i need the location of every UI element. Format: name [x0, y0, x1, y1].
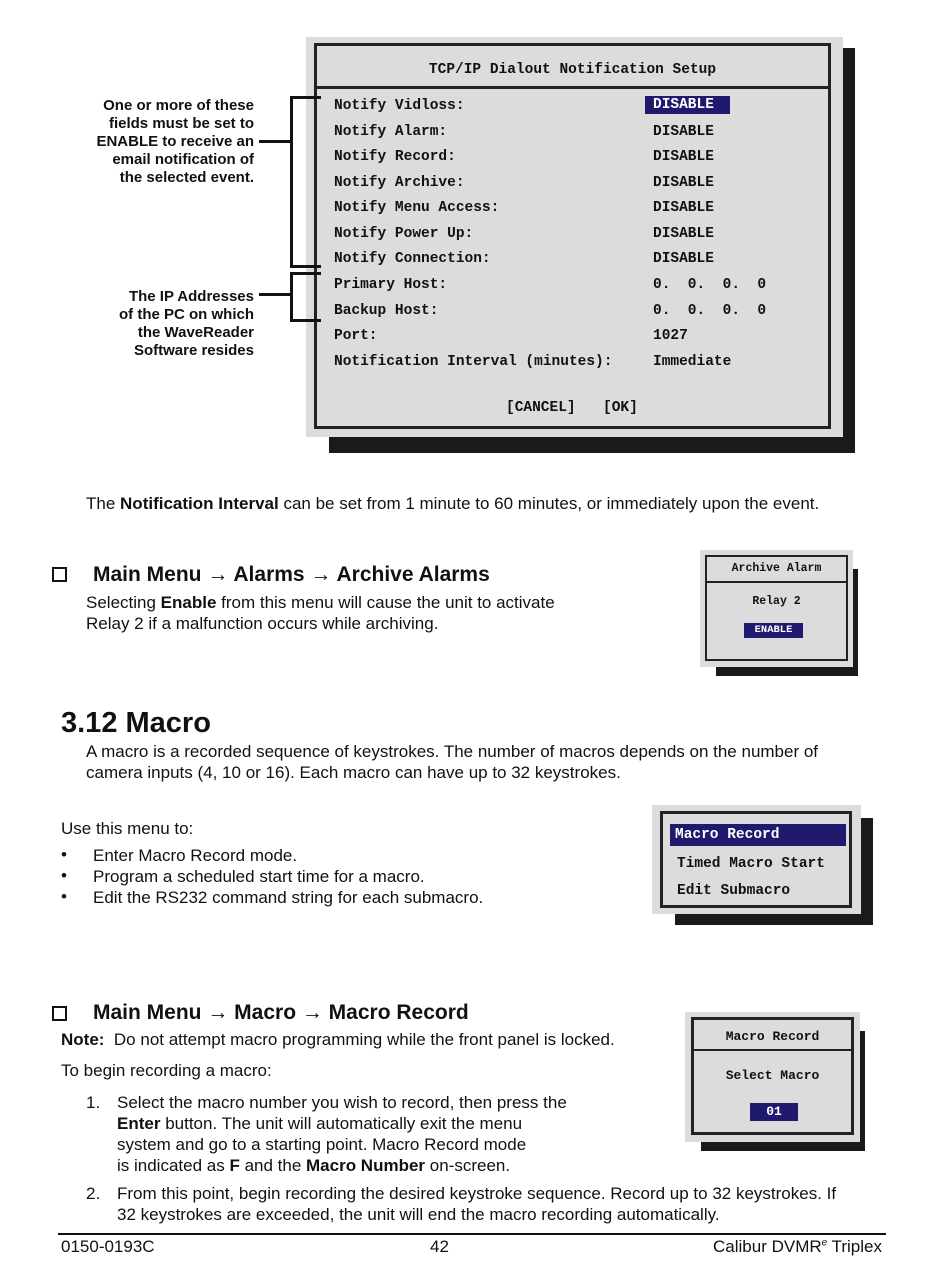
record-menu-title: Macro Record	[725, 1029, 820, 1044]
bullet-icon: •	[61, 866, 67, 885]
bold-text: Enable	[160, 593, 217, 612]
annotation-line: fields must be set to	[108, 115, 254, 132]
text: Calibur DVMR	[713, 1237, 822, 1256]
step-number: 1.	[86, 1093, 101, 1112]
tcp-menu	[306, 37, 843, 437]
macro-menu	[652, 805, 861, 914]
primary-host-label: Primary Host:	[334, 277, 448, 293]
notify-bracket	[290, 96, 321, 268]
relay-label: Relay 2	[752, 595, 801, 608]
divider	[707, 581, 846, 583]
backup-host-label: Backup Host:	[334, 303, 439, 319]
text: can be set from 1 minute to 60 minutes, or immediately upon the event.	[278, 494, 820, 513]
text: and the	[239, 1156, 307, 1175]
checkbox-icon	[52, 567, 67, 582]
notify-power-up-label: Notify Power Up:	[334, 226, 474, 242]
annotation-connector	[259, 293, 292, 296]
text: system and go to a starting point. Macro Record mode	[117, 1135, 527, 1154]
bold-text: Notification Interval	[120, 494, 279, 513]
notify-alarm-value[interactable]: DISABLE	[653, 124, 714, 140]
annotation-connector	[259, 140, 292, 143]
step-1-text	[117, 1092, 567, 1176]
step-number: 2.	[86, 1184, 101, 1203]
step-2-text	[117, 1183, 836, 1225]
checkbox-icon	[52, 1006, 67, 1021]
tcp-menu-inner	[314, 43, 831, 429]
text: from this menu will cause the unit to activate	[216, 593, 555, 612]
text: A macro is a recorded sequence of keystrokes. The number of macros depends on the number of	[86, 742, 819, 761]
text: Relay 2 if a malfunction occurs while archiving.	[86, 614, 439, 633]
macro-number-value[interactable]: 01	[750, 1103, 798, 1121]
notify-menu-access-value[interactable]: DISABLE	[653, 200, 714, 216]
text: is indicated as	[117, 1156, 230, 1175]
text: camera inputs (4, 10 or 16). Each macro can have up to 32 keystrokes.	[86, 763, 621, 782]
text: Select the macro number you wish to record, then press the	[117, 1093, 567, 1112]
notify-archive-value[interactable]: DISABLE	[653, 175, 714, 191]
ok-button[interactable]: [OK]	[603, 400, 638, 416]
bold-text: Enter	[117, 1114, 161, 1133]
annotation-line: ENABLE to receive an	[96, 133, 254, 150]
primary-host-value[interactable]: 0. 0. 0. 0	[653, 277, 767, 293]
footer-divider	[58, 1233, 886, 1235]
notify-vidloss-label: Notify Vidloss:	[334, 98, 465, 114]
annotation-line: of the PC on which	[119, 306, 254, 323]
archive-alarms-heading: Main Menu → Alarms → Archive Alarms	[93, 563, 490, 586]
bullet-item: Enter Macro Record mode.	[93, 846, 298, 865]
text: Selecting	[86, 593, 161, 612]
notification-interval-value[interactable]: Immediate	[653, 354, 732, 370]
macro-record-heading: Main Menu → Macro → Macro Record	[93, 1001, 469, 1024]
port-value[interactable]: 1027	[653, 328, 688, 344]
divider	[694, 1049, 851, 1051]
text: Triplex	[827, 1237, 882, 1256]
tcp-menu-title: TCP/IP Dialout Notification Setup	[428, 62, 717, 78]
notification-interval-paragraph	[86, 493, 819, 514]
annotation-line: the WaveReader	[137, 324, 254, 341]
macro-section-heading: 3.12 Macro	[61, 707, 211, 739]
footer-product	[713, 1237, 882, 1257]
note-text: Do not attempt macro programming while the front panel is locked.	[113, 1030, 615, 1049]
notification-interval-label: Notification Interval (minutes):	[334, 354, 613, 370]
note	[61, 1029, 615, 1050]
note-label: Note:	[61, 1030, 105, 1049]
ip-bracket	[290, 272, 321, 322]
begin-text: To begin recording a macro:	[61, 1061, 272, 1080]
archive-menu-inner	[705, 555, 848, 661]
cancel-button[interactable]: [CANCEL]	[506, 400, 576, 416]
archive-menu-title: Archive Alarm	[731, 562, 822, 575]
notify-annotation	[14, 97, 254, 187]
macro-menu-inner	[660, 811, 852, 908]
divider	[317, 86, 828, 89]
notify-record-label: Notify Record:	[334, 149, 456, 165]
port-label: Port:	[334, 328, 378, 344]
annotation-line: the selected event.	[119, 169, 254, 186]
bold-text: Macro Number	[306, 1156, 426, 1175]
footer-page-number: 42	[430, 1237, 449, 1256]
annotation-line: One or more of these	[103, 97, 254, 114]
notify-menu-access-label: Notify Menu Access:	[334, 200, 500, 216]
select-macro-label: Select Macro	[725, 1068, 820, 1083]
notify-record-value[interactable]: DISABLE	[653, 149, 714, 165]
macro-record-menu	[685, 1012, 860, 1142]
annotation-line: Software resides	[133, 342, 254, 359]
backup-host-value[interactable]: 0. 0. 0. 0	[653, 303, 767, 319]
relay-value[interactable]: ENABLE	[744, 623, 803, 638]
archive-alarm-menu	[700, 550, 853, 667]
notify-archive-label: Notify Archive:	[334, 175, 465, 191]
menu-item-edit-submacro[interactable]: Edit Submacro	[677, 883, 791, 899]
notify-vidloss-value[interactable]: DISABLE	[645, 96, 730, 114]
bold-text: F	[229, 1156, 240, 1175]
text: The	[86, 494, 121, 513]
notify-power-up-value[interactable]: DISABLE	[653, 226, 714, 242]
notify-alarm-label: Notify Alarm:	[334, 124, 448, 140]
text: button. The unit will automatically exit the menu	[160, 1114, 523, 1133]
bullet-item: Edit the RS232 command string for each submacro.	[93, 888, 484, 907]
notify-connection-label: Notify Connection:	[334, 251, 491, 267]
notify-connection-value[interactable]: DISABLE	[653, 251, 714, 267]
ip-annotation	[14, 288, 254, 360]
annotation-line: The IP Addresses	[128, 288, 254, 305]
text: From this point, begin recording the desired keystroke sequence. Record up to 32 keystrokes. If	[117, 1184, 837, 1203]
record-menu-inner	[691, 1017, 854, 1135]
footer-doc-id: 0150-0193C	[61, 1237, 155, 1256]
text: 32 keystrokes are exceeded, the unit will end the macro recording automatically.	[117, 1205, 720, 1224]
bullet-icon: •	[61, 887, 67, 906]
bullet-icon: •	[61, 845, 67, 864]
menu-item-timed-macro-start[interactable]: Timed Macro Start	[677, 856, 825, 872]
text: on-screen.	[425, 1156, 511, 1175]
use-menu-label: Use this menu to:	[61, 819, 194, 838]
bullet-item: Program a scheduled start time for a macro.	[93, 867, 425, 886]
archive-alarms-description	[86, 592, 555, 634]
annotation-line: email notification of	[112, 151, 254, 168]
superscript: e	[821, 1237, 828, 1249]
menu-item-macro-record[interactable]: Macro Record	[670, 824, 846, 846]
macro-intro	[86, 741, 818, 783]
